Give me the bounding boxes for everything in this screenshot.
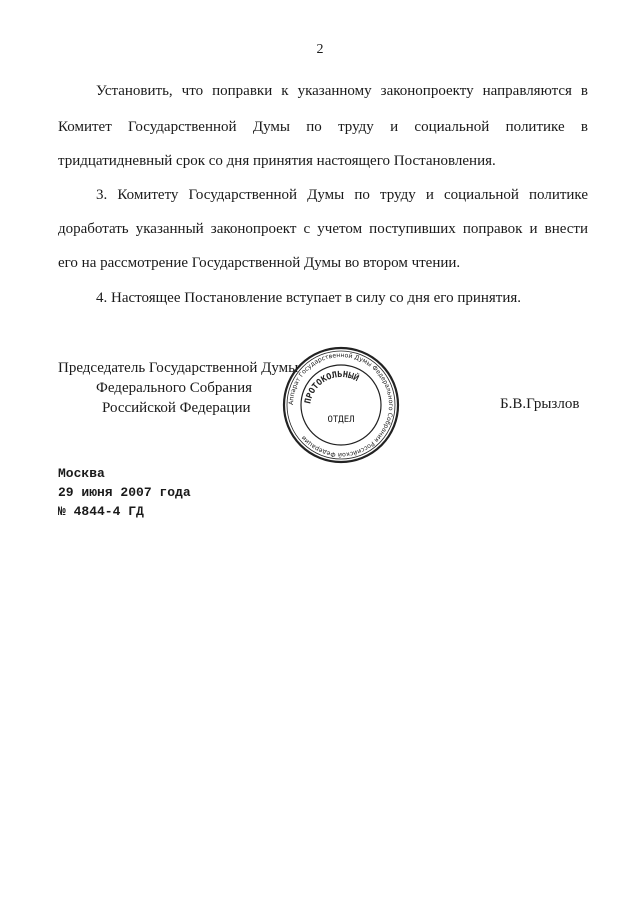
paragraph-1-line-3: тридцатидневный срок со дня принятия настоящего Постановления.: [58, 153, 496, 169]
official-stamp: [282, 346, 400, 464]
signature-title-line-2: Федерального Собрания: [96, 380, 253, 396]
stamp-center-text: ОТДЕЛ: [327, 415, 355, 425]
stamp-inner-text: ПРОТОКОЛЬНЫЙ: [303, 369, 361, 405]
paragraph-1-line-1: Установить, что поправки к указанному законопроекту направляются в: [96, 83, 588, 99]
signature-title-line-1: Председатель Государственной Думы: [58, 360, 299, 376]
signature-block: [58, 358, 298, 418]
paragraph-3-line-3: его на рассмотрение Государственной Думы во втором чтении.: [58, 255, 461, 271]
footer-city: Москва: [58, 466, 105, 481]
footer-number: № 4844-4 ГД: [58, 504, 144, 519]
page-number: 2: [316, 42, 324, 57]
stamp-outer-thin-ring: [287, 351, 395, 459]
document-footer: [58, 464, 191, 521]
signature-title-line-3: Российской Федерации: [102, 400, 251, 416]
paragraph-4-line-1: 4. Настоящее Постановление вступает в силу со дня его принятия.: [96, 290, 522, 306]
paragraph-3-line-2: доработать указанный законопроект с учетом поступивших поправок и внести: [58, 221, 588, 237]
paragraph-1-line-2: Комитет Государственной Думы по труду и социальной политике в: [58, 119, 588, 135]
footer-date: 29 июня 2007 года: [58, 485, 191, 500]
stamp-outer-text: Аппарат Государственной Думы Федерального Собрания Российской Федерации: [287, 351, 395, 459]
signatory-name: Б.В.Грызлов: [500, 396, 580, 412]
paragraph-3-line-1: 3. Комитету Государственной Думы по труду и социальной политике: [96, 187, 588, 203]
